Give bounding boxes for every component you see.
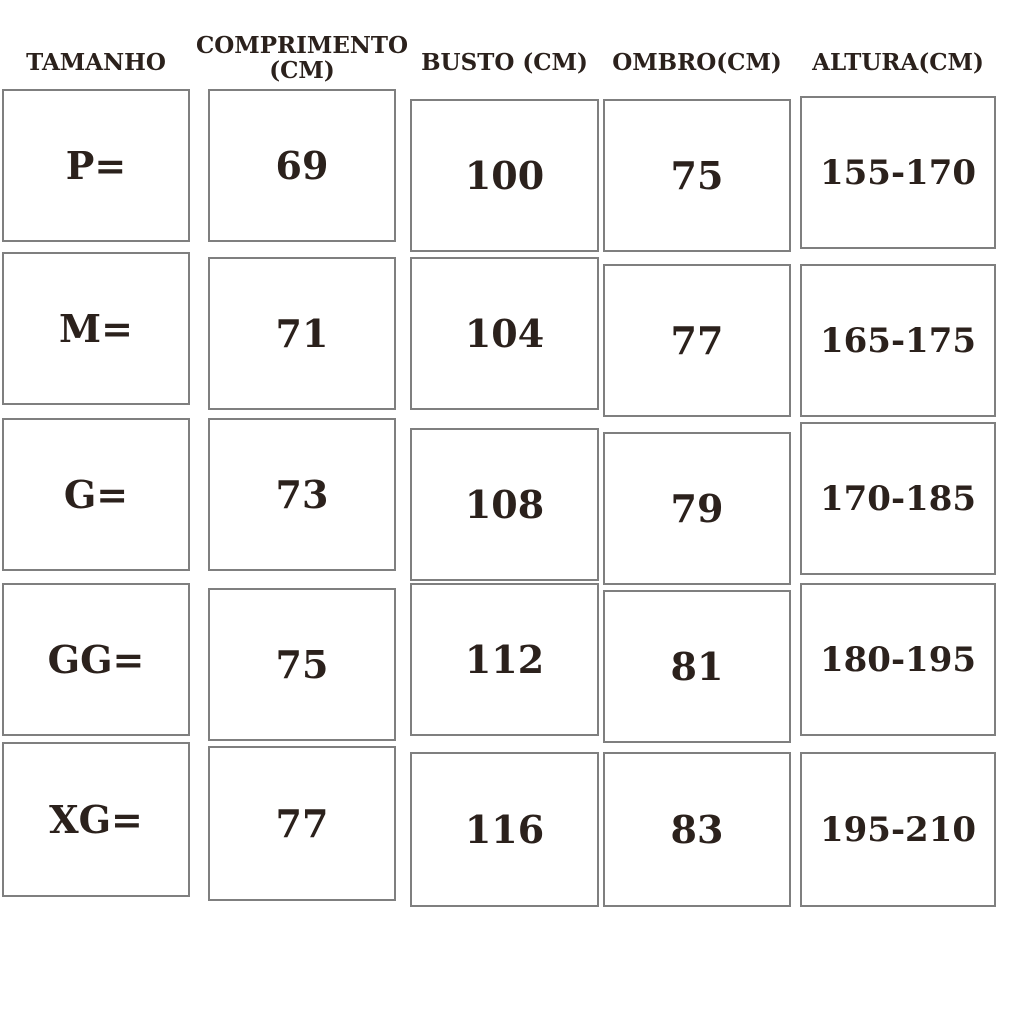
cell-text: 73 (275, 472, 329, 517)
column-header-busto: BUSTO (CM) (421, 48, 588, 76)
column-header-altura: ALTURA(CM) (812, 48, 984, 76)
cell-text: 170-185 (819, 478, 977, 519)
busto-cell (410, 99, 599, 252)
cell-text: 116 (464, 807, 545, 852)
cell-text: 180-195 (819, 639, 977, 680)
cell-text: 83 (670, 807, 724, 852)
cell-text: 75 (670, 153, 724, 198)
cell-text: 104 (464, 311, 545, 356)
cell-text: 165-175 (819, 320, 977, 361)
cell-text: 81 (670, 644, 724, 689)
cell-text: 195-210 (819, 809, 977, 850)
comprimento-cell (208, 257, 396, 410)
size-cell (2, 418, 190, 571)
cell-text: G= (63, 472, 129, 517)
cell-text: P= (65, 143, 127, 188)
cell-text: 79 (670, 486, 724, 531)
cell-text: 75 (275, 642, 329, 687)
ombro-cell (603, 432, 791, 585)
comprimento-cell (208, 746, 396, 901)
size-cell (2, 583, 190, 736)
cell-text: 77 (670, 318, 724, 363)
busto-cell (410, 428, 599, 581)
cell-text: 69 (275, 143, 329, 188)
altura-cell (800, 264, 996, 417)
cell-text: 71 (275, 311, 329, 356)
size-cell (2, 89, 190, 242)
column-header-ombro: OMBRO(CM) (612, 48, 782, 76)
cell-text: GG= (47, 637, 145, 682)
cell-text: 77 (275, 801, 329, 846)
size-cell (2, 252, 190, 405)
column-header-tamanho: TAMANHO (26, 48, 166, 76)
cell-text: XG= (49, 797, 143, 842)
comprimento-cell (208, 418, 396, 571)
busto-cell (410, 257, 599, 410)
busto-cell (410, 583, 599, 736)
ombro-cell (603, 264, 791, 417)
altura-cell (800, 422, 996, 575)
cell-text: 112 (464, 637, 545, 682)
column-header-comprimento: COMPRIMENTO (CM) (195, 32, 409, 84)
cell-text: 108 (464, 482, 545, 527)
busto-cell (410, 752, 599, 907)
altura-cell (800, 96, 996, 249)
size-cell (2, 742, 190, 897)
comprimento-cell (208, 588, 396, 741)
altura-cell (800, 752, 996, 907)
altura-cell (800, 583, 996, 736)
cell-text: 155-170 (819, 152, 977, 193)
cell-text: M= (59, 306, 133, 351)
comprimento-cell (208, 89, 396, 242)
ombro-cell (603, 590, 791, 743)
cell-text: 100 (464, 153, 545, 198)
ombro-cell (603, 752, 791, 907)
ombro-cell (603, 99, 791, 252)
